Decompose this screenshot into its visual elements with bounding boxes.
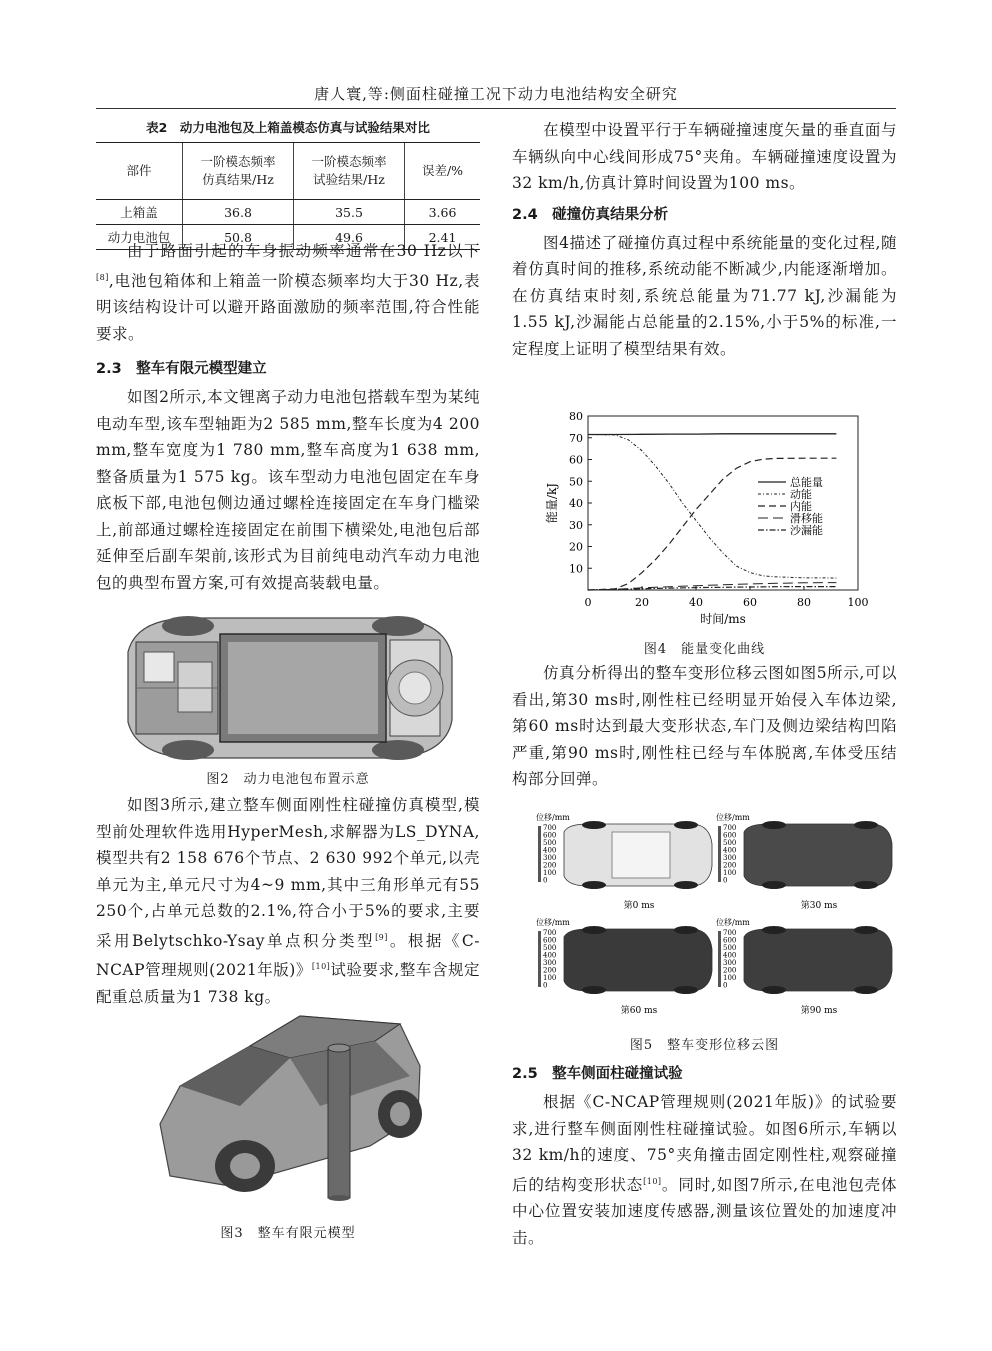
paragraph: [512, 1089, 897, 1251]
table-2-title: 表2 动力电池包及上箱盖模态仿真与试验结果对比: [146, 120, 430, 135]
scale-tick-label: 400: [723, 846, 737, 855]
panel-unit-label: 位移/mm: [716, 813, 750, 822]
wheel: [582, 881, 606, 889]
series-line: [588, 434, 836, 435]
figure-4-caption: 图4 能量变化曲线: [643, 642, 766, 657]
scale-tick-label: 500: [723, 944, 737, 952]
wheel: [762, 821, 786, 829]
panel-unit-label: 位移/mm: [536, 813, 570, 822]
scale-tick-label: 0: [543, 876, 548, 885]
section-heading-2-5: 2.5 整车侧面柱碰撞试验: [512, 1066, 683, 1082]
x-tick-label: 100: [847, 596, 869, 609]
wheel: [762, 881, 786, 889]
x-axis-label: 时间/ms: [700, 612, 746, 626]
color-scale-bar: [718, 826, 721, 882]
right-text-2: [512, 660, 897, 793]
header-text: 一阶模态频率 仿真结果/Hz: [200, 154, 276, 187]
table-2-block: [96, 118, 480, 250]
wheel: [674, 926, 698, 934]
paragraph: [96, 792, 480, 1010]
section-heading-2-4: 2.4 碰撞仿真结果分析: [512, 206, 669, 223]
left-text-2: [96, 792, 480, 1010]
battery-pack-region: [612, 832, 670, 878]
x-tick-label: 40: [689, 596, 703, 609]
citation[interactable]: [8]: [96, 272, 109, 282]
right-text-1: [512, 117, 897, 362]
scale-tick-label: 200: [723, 966, 737, 975]
scale-tick-label: 500: [723, 839, 737, 847]
scale-tick-label: 0: [723, 876, 728, 885]
table-cell: 动力电池包: [96, 225, 183, 250]
scale-tick-label: 600: [543, 936, 557, 945]
y-tick-label: 50: [569, 475, 583, 489]
table-row: [96, 200, 480, 225]
citation[interactable]: [9]: [375, 932, 388, 942]
scale-tick-label: 500: [543, 839, 557, 847]
scale-tick-label: 700: [543, 824, 557, 832]
scale-tick-label: 600: [723, 936, 737, 945]
table-header-cell: [183, 143, 294, 200]
text-run: 如图3所示,建立整车侧面刚性柱碰撞仿真模型,模型前处理软件选用HyperMesh,求解器为LS_DYNA,模型共有2 158 676个节点、2 630 992个单元,以壳单元为主,单元尺寸为4~9 mm,其中三角形单元有55 250个,占单元总数的2.1%,符合小于5%的要求,主要采用Belytschko-Ysay单点积分类型: [96, 796, 480, 950]
wheel: [582, 926, 606, 934]
figure-4-chart: [540, 408, 880, 634]
table-cell: 3.66: [405, 200, 481, 225]
panel-time-label: 第0 ms: [623, 901, 655, 911]
scale-tick-label: 500: [543, 944, 557, 952]
energy-chart: [540, 408, 880, 634]
figure-2-caption: 图2 动力电池包布置示意: [206, 772, 370, 787]
scale-tick-label: 200: [543, 861, 557, 870]
x-tick-label: 80: [797, 596, 811, 609]
text-run: 。根据《C-NCAP管理规则(2021年版)》: [96, 931, 480, 980]
paragraph: 图4描述了碰撞仿真过程中系统能量的变化过程,随着仿真时间的推移,系统动能不断减少,内能逐渐增加。在仿真结束时刻,系统总能量为71.77 kJ,沙漏能为1.55 kJ,沙漏能占总能量的2.15%,小于5%的标准,一定程度上证明了模型结果有效。: [512, 233, 897, 358]
y-tick-label: 20: [569, 540, 583, 554]
color-scale-bar: [538, 826, 541, 882]
table-header-cell: [405, 143, 481, 200]
paragraph: 在模型中设置平行于车辆碰撞速度矢量的垂直面与车辆纵向中心线间形成75°夹角。车辆碰撞速度设置为32 km/h,仿真计算时间设置为100 ms。: [512, 121, 897, 192]
wheel: [582, 821, 606, 829]
wheel: [854, 821, 878, 829]
paragraph: [96, 238, 480, 347]
legend-label: 总能量: [790, 476, 823, 489]
right-text-3: [512, 1062, 897, 1251]
scale-tick-label: 600: [543, 831, 557, 840]
scale-tick-label: 300: [543, 854, 557, 862]
text-run: ,电池包箱体和上箱盖一阶模态频率均大于30 Hz,表明该结构设计可以避开路面激励的频率范围,符合性能要求。: [96, 271, 480, 343]
figure-3-caption: 图3 整车有限元模型: [220, 1226, 356, 1241]
wheel: [674, 881, 698, 889]
y-tick-label: 80: [569, 410, 583, 423]
text-run: 根据《C-NCAP管理规则(2021年版)》的试验要求,进行整车侧面刚性柱碰撞试验。如图6所示,车辆以32 km/h的速度、75°夹角撞击固定刚性柱,观察碰撞后的结构变形状态: [512, 1093, 897, 1194]
wheel: [854, 881, 878, 889]
table-cell: 上箱盖: [96, 200, 183, 225]
table-cell: 35.5: [294, 200, 405, 225]
table-cell: 2.41: [405, 225, 481, 250]
y-tick-label: 40: [569, 497, 583, 510]
text-run: 。同时,如图7所示,在电池包壳体中心位置安装加速度传感器,测量该位置处的加速度冲击。: [512, 1175, 897, 1247]
panel-unit-label: 位移/mm: [716, 918, 750, 927]
table-header-cell: [96, 143, 183, 200]
wheel: [674, 821, 698, 829]
scale-tick-label: 400: [543, 951, 557, 960]
scale-tick-label: 600: [723, 831, 737, 840]
table-header-cell: [294, 143, 405, 200]
legend-label: 滑移能: [790, 512, 823, 525]
table-cell: 49.6: [294, 225, 405, 250]
x-tick-label: 20: [635, 596, 649, 609]
header-text: 一阶模态频率 试验结果/Hz: [311, 154, 387, 187]
paragraph: 如图2所示,本文锂离子动力电池包搭载车型为某纯电动车型,该车型轴距为2 585 mm,整车长度为4 200 mm,整车宽度为1 780 mm,整车高度为1 638 mm,整备质量为1 575 kg。该车型动力电池包固定在车身底板下部,电池包侧边通过螺栓连接固定在车身门槛梁上,前部通过螺栓连接固定在前围下横梁处,电池包后部延伸至后副车架前,该形式为目前纯电动汽车动力电池包的典型布置方案,可有效提高装载电量。: [96, 388, 480, 592]
legend-label: 沙漏能: [790, 524, 823, 537]
wheel: [762, 986, 786, 994]
car-contour: [564, 929, 712, 991]
paragraph: 仿真分析得出的整车变形位移云图如图5所示,可以看出,第30 ms时,刚性柱已经明显开始侵入车体边梁,第60 ms时达到最大变形状态,车门及侧边梁结构凹陷严重,第90 ms时,刚性柱已经与车体脱离,车体受压结构部分回弹。: [512, 664, 897, 788]
table-cell: 50.8: [183, 225, 294, 250]
left-text-1: [96, 238, 480, 596]
scale-tick-label: 700: [543, 929, 557, 937]
table-2: [96, 142, 480, 250]
color-scale-bar: [718, 931, 721, 987]
wheel: [854, 926, 878, 934]
scale-tick-label: 0: [543, 981, 548, 990]
panel-time-label: 第90 ms: [800, 1006, 838, 1016]
citation[interactable]: [10]: [643, 1176, 662, 1186]
scale-tick-label: 100: [543, 869, 557, 877]
panel-time-label: 第30 ms: [800, 901, 838, 911]
scale-tick-label: 100: [723, 869, 737, 877]
y-tick-label: 60: [569, 453, 583, 467]
legend-label: 内能: [790, 500, 812, 513]
scale-tick-label: 300: [723, 959, 737, 967]
scale-tick-label: 100: [723, 974, 737, 982]
running-header: 唐人寰,等:侧面柱碰撞工况下动力电池结构安全研究: [314, 85, 678, 103]
y-axis-label: 能量/kJ: [545, 482, 559, 524]
scale-tick-label: 200: [543, 966, 557, 975]
figure-5-caption: 图5 整车变形位移云图: [629, 1038, 780, 1053]
figure-5-grid: [534, 810, 894, 1020]
scale-tick-label: 100: [543, 974, 557, 982]
header-text: 部件: [126, 163, 152, 178]
header-text: 误差/%: [421, 163, 464, 178]
x-tick-label: 60: [743, 596, 757, 609]
scale-tick-label: 0: [723, 981, 728, 990]
scale-tick-label: 400: [543, 846, 557, 855]
x-tick-label: 0: [584, 596, 592, 609]
plot-frame: [588, 416, 858, 590]
scale-tick-label: 700: [723, 824, 737, 832]
y-tick-label: 10: [569, 562, 583, 576]
panel-time-label: 第60 ms: [620, 1006, 658, 1016]
scale-tick-label: 700: [723, 929, 737, 937]
figure-2-image: [116, 612, 456, 762]
scale-tick-label: 200: [723, 861, 737, 870]
table-header-row: [96, 143, 480, 200]
color-scale-bar: [538, 931, 541, 987]
section-heading-2-3: 2.3 整车有限元模型建立: [96, 361, 267, 378]
car-contour: [744, 929, 892, 991]
y-tick-label: 70: [569, 431, 583, 445]
text-run: 由于路面引起的车身振动频率通常在30 Hz以下: [127, 242, 480, 260]
car-contour: [744, 824, 892, 886]
wheel: [854, 986, 878, 994]
wheel: [582, 986, 606, 994]
scale-tick-label: 300: [723, 854, 737, 862]
scale-tick-label: 300: [543, 959, 557, 967]
wheel: [674, 986, 698, 994]
y-tick-label: 30: [569, 518, 583, 532]
scale-tick-label: 400: [723, 951, 737, 960]
text-run: 试验要求,整车含规定配重总质量为1 738 kg。: [96, 961, 480, 1006]
wheel: [762, 926, 786, 934]
displacement-contours: [534, 810, 894, 1020]
figure-3-image: [150, 1006, 430, 1202]
citation[interactable]: [10]: [311, 962, 331, 972]
table-cell: 36.8: [183, 200, 294, 225]
legend-label: 动能: [790, 488, 812, 501]
header-rule: [96, 108, 896, 109]
panel-unit-label: 位移/mm: [536, 918, 570, 927]
